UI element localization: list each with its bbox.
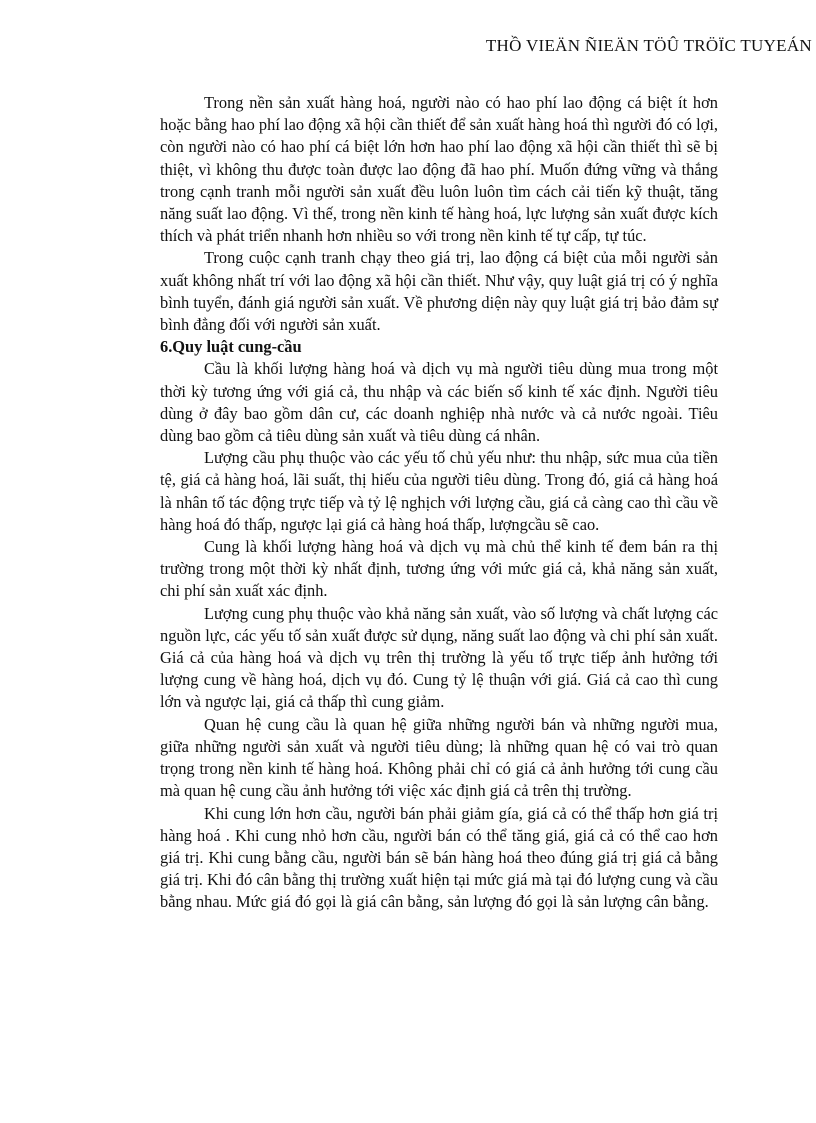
paragraph: Quan hệ cung cầu là quan hệ giữa những người bán và những người mua, giữa những người sản xuất và người tiêu dùng; là những quan hệ có vai trò quan trọng trong nền kinh tế hàng hoá. Không phải chỉ có giá cả ảnh hưởng tới cung cầu mà quan hệ cung cầu ảnh hưởng tới việc xác định giá cả trên thị trường. bbox=[160, 714, 718, 801]
paragraph: Cầu là khối lượng hàng hoá và dịch vụ mà người tiêu dùng mua trong một thời kỳ tương ứng với giá cả, thu nhập và các biến số kinh tế xác định. Người tiêu dùng ở đây bao gồm dân cư, các doanh nghiệp nhà nước và cả nước ngoài. Tiêu dùng bao gồm cả tiêu dùng sản xuất và tiêu dùng cá nhân. bbox=[160, 359, 718, 446]
paragraph: Lượng cầu phụ thuộc vào các yếu tố chủ yếu như: thu nhập, sức mua của tiền tệ, giá cả hàng hoá, lãi suất, thị hiếu của người tiêu dùng. Trong đó, giá cả hàng hoá là nhân tố tác động trực tiếp và tỷ lệ nghịch với lượng cầu, giá cả càng cao thì cầu về hàng hoá đó thấp, ngược lại giá cả hàng hoá thấp, lượngcầu sẽ cao. bbox=[160, 448, 718, 534]
paragraph: Lượng cung phụ thuộc vào khả năng sản xuất, vào số lượng và chất lượng các nguồn lực, các yếu tố sản xuất được sử dụng, năng suất lao động và chi phí sản xuất. Giá cả của hàng hoá và dịch vụ trên thị trường là yếu tố trực tiếp ảnh hưởng tới lượng cung về hàng hoá, dịch vụ đó. Cung tỷ lệ thuận với giá. Giá cả cao thì cung lớn và ngược lại, giá cả thấp thì cung giảm. bbox=[160, 603, 718, 712]
paragraph: Khi cung lớn hơn cầu, người bán phải giảm gía, giá cả có thể thấp hơn giá trị hàng hoá . Khi cung nhỏ hơn cầu, người bán có thể tăng giá, giá cả có thể cao hơn giá trị. Khi cung bằng cầu, người bán sẽ bán hàng hoá theo đúng giá trị giá cả bằng giá trị. Khi đó cân bằng thị trường xuất hiện tại mức giá mà tại đó lượng cung và cầu bằng nhau. Mức giá đó gọi là giá cân bằng, sản lượng đó gọi là sản lượng cân bằng. bbox=[160, 803, 718, 912]
document-body bbox=[160, 92, 718, 914]
page-header-title: THỒ VIEÄN ÑIEÄN TÖÛ TRÖÏC TUYEÁN bbox=[485, 36, 812, 55]
paragraph: Cung là khối lượng hàng hoá và dịch vụ mà chủ thể kinh tế đem bán ra thị trường trong một thời kỳ nhất định, tương ứng với mức giá cả, khả năng sản xuất, chi phí sản xuất xác định. bbox=[160, 537, 718, 601]
paragraph: Trong nền sản xuất hàng hoá, người nào có hao phí lao động cá biệt ít hơn hoặc bằng hao phí lao động xã hội cần thiết để sản xuất hàng hoá thì người đó có lợi, còn người nào có hao phí cá biệt lớn hơn hao phí lao động xã hội cần thiết thì sẽ bị thiệt, vì không thu được toàn được lao động đã hao phí. Muốn đứng vững và thắng trong cạnh tranh mỗi người sản xuất đều luôn luôn tìm cách cải tiến kỹ thuật, tăng năng suất lao động. Vì thế, trong nền kinh tế hàng hoá, lực lượng sản xuất được kích thích và phát triển nhanh hơn nhiều so với trong nền kinh tế tự cấp, tự túc. bbox=[160, 93, 718, 246]
paragraph: Trong cuộc cạnh tranh chạy theo giá trị, lao động cá biệt của mỗi người sản xuất không nhất trí với lao động xã hội cần thiết. Như vậy, quy luật giá trị có ý nghĩa bình tuyển, đánh giá người sản xuất. Về phương diện này quy luật giá trị bảo đảm sự bình đẳng đối với người sản xuất. bbox=[160, 248, 718, 335]
section-heading: 6.Quy luật cung-cầu bbox=[160, 337, 302, 357]
